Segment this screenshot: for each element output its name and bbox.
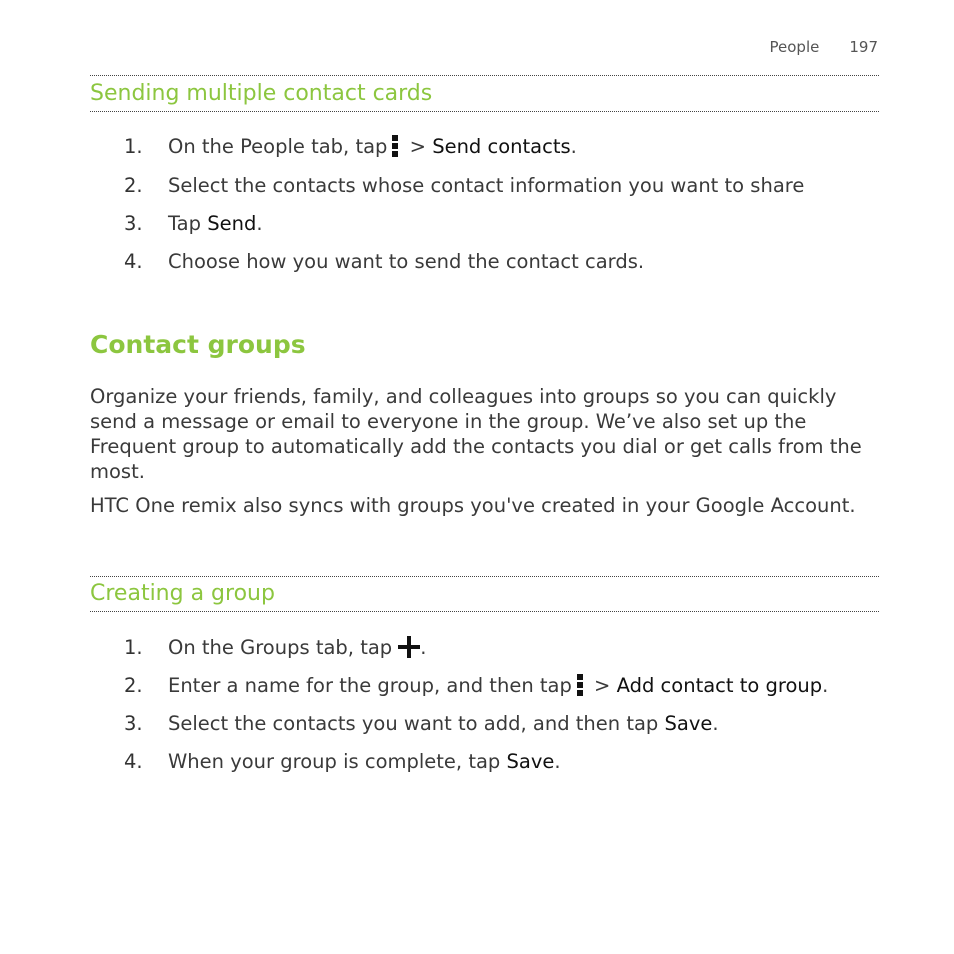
step-text-part: . <box>712 712 719 735</box>
section-title-sending: Sending multiple contact cards <box>90 81 433 106</box>
step-number: 3. <box>124 712 143 735</box>
divider <box>90 611 879 612</box>
step-text-part: > <box>587 674 617 697</box>
step-text-part: > <box>403 135 433 158</box>
section-title-creating-group: Creating a group <box>90 581 275 606</box>
step-text-part: . <box>554 750 561 773</box>
step-text: Select the contacts whose contact information you want to share <box>168 174 805 197</box>
step-text <box>168 133 577 161</box>
divider <box>90 111 879 112</box>
step-number: 4. <box>124 750 143 773</box>
step-text-part: . <box>420 636 427 659</box>
page-header <box>770 38 878 56</box>
step-text-part: When your group is complete, tap <box>168 750 507 773</box>
page-number: 197 <box>849 38 878 56</box>
step-text <box>168 672 828 700</box>
kebab-menu-icon <box>577 674 583 696</box>
step-number: 2. <box>124 174 143 197</box>
save-label: Save <box>506 750 555 773</box>
plus-icon <box>398 636 420 658</box>
step-text-part: Enter a name for the group, and then tap <box>168 674 572 697</box>
step-number: 4. <box>124 250 143 273</box>
divider <box>90 75 879 76</box>
step-number: 3. <box>124 212 143 235</box>
step-text-part: Tap <box>168 212 208 235</box>
save-label: Save <box>664 712 713 735</box>
step-text <box>168 748 561 776</box>
header-section: People <box>769 38 820 56</box>
step-number: 1. <box>124 636 143 659</box>
send-label: Send <box>207 212 257 235</box>
step-text-part: Select the contacts you want to add, and then tap <box>168 712 665 735</box>
paragraph: HTC One remix also syncs with groups you've created in your Google Account. <box>90 494 856 517</box>
step-text <box>168 634 426 662</box>
divider <box>90 576 879 577</box>
add-contact-to-group-label: Add contact to group <box>616 674 823 697</box>
section-title-contact-groups: Contact groups <box>90 330 306 359</box>
step-text: Choose how you want to send the contact cards. <box>168 250 645 273</box>
paragraph: Organize your friends, family, and colleagues into groups so you can quickly send a message or email to everyone in the group. We’ve also set up the Frequent group to automatically add the contacts you dial or get calls from the most. <box>90 385 862 483</box>
kebab-menu-icon <box>392 135 398 157</box>
step-text-part: . <box>570 135 577 158</box>
send-contacts-label: Send contacts <box>432 135 571 158</box>
step-text <box>168 710 719 738</box>
step-number: 1. <box>124 135 143 158</box>
step-text-part: . <box>256 212 263 235</box>
step-number: 2. <box>124 674 143 697</box>
step-text-part: On the People tab, tap <box>168 135 388 158</box>
step-text <box>168 210 263 238</box>
step-text-part: On the Groups tab, tap <box>168 636 393 659</box>
step-text-part: . <box>822 674 829 697</box>
